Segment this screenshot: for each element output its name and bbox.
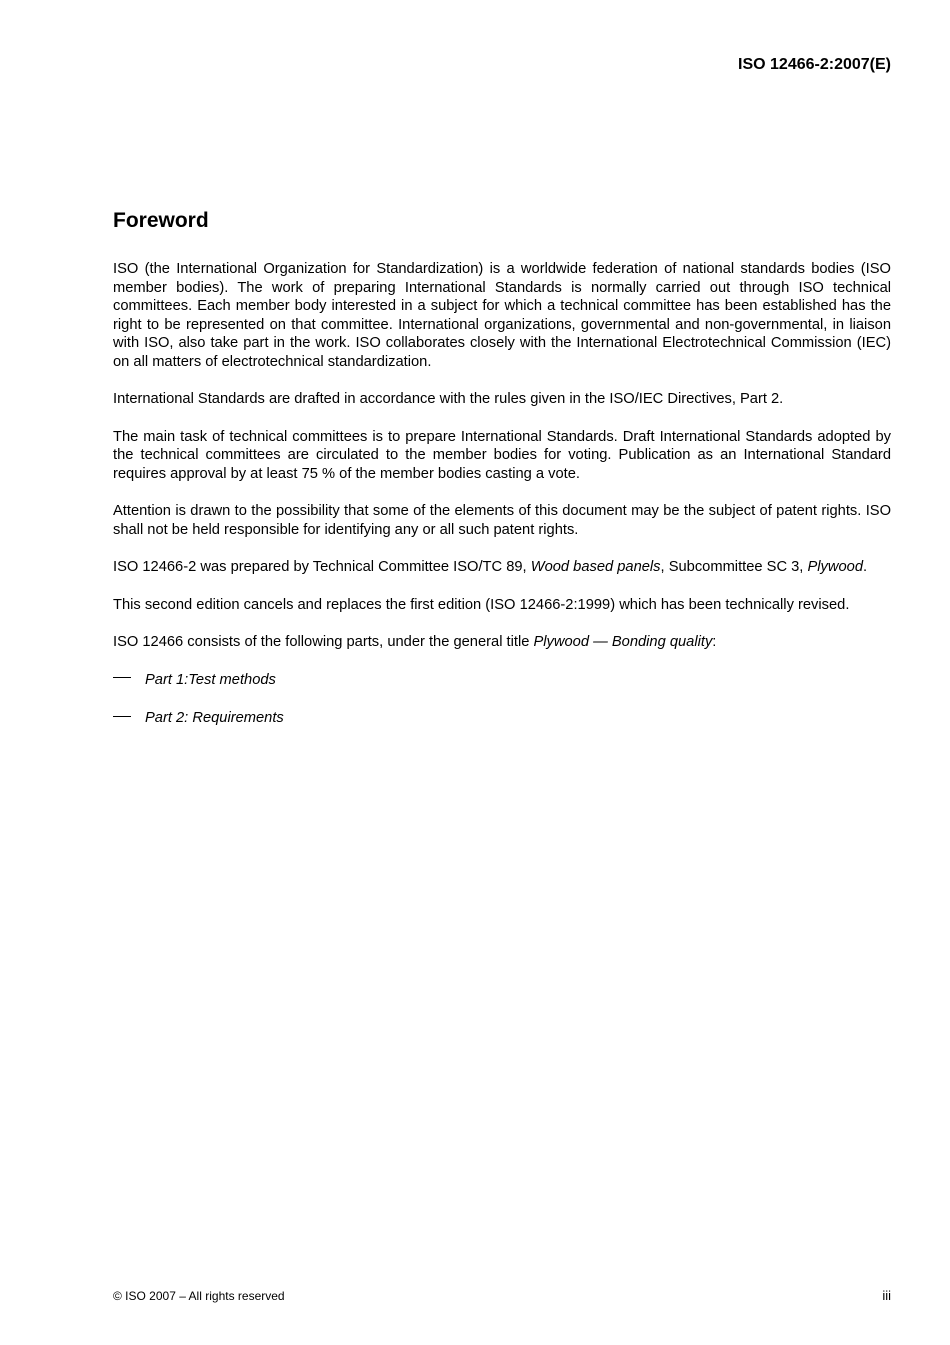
part-title: Part 2: Requirements	[145, 710, 284, 726]
paragraph-parts-intro	[113, 633, 891, 652]
foreword-body	[113, 260, 891, 748]
subcommittee-name: Plywood	[807, 559, 863, 575]
prepared-by-end: .	[862, 559, 868, 575]
committee-name: Wood based panels	[530, 559, 661, 575]
paragraph-iso-intro: ISO (the International Organization for Standardization) is a worldwide federation of national standards bodies (ISO member bodies). The work of preparing International Standards is normally carried out through ISO technical committees. Each member body interested in a subject for which a technical committee has been established has the right to be represented on that committee. International organizations, governmental and non-governmental, in liaison with ISO, also take part in the work. ISO collaborates closely with the International Electrotechnical Commission (IEC) on all matters of electrotechnical standardization.	[113, 261, 891, 370]
paragraph-committee-task: The main task of technical committees is to prepare International Standards. Draft International Standards adopted by the technical committees are circulated to the member bodies for voting. Publication as an International Standard requires approval by at least 75 % of the member bodies casting a vote.	[113, 428, 891, 482]
paragraph-edition: This second edition cancels and replaces the first edition (ISO 12466-2:1999) which has been technically revised.	[113, 596, 850, 613]
list-item	[113, 671, 891, 690]
footer-copyright: © ISO 2007 – All rights reserved	[113, 1289, 285, 1303]
list-item	[113, 709, 891, 728]
part-title: Part 1:Test methods	[145, 671, 276, 688]
parts-intro-end: :	[712, 634, 717, 650]
prepared-by-middle: , Subcommittee SC 3,	[660, 559, 808, 575]
paragraph-patent-rights: Attention is drawn to the possibility that some of the elements of this document may be the subject of patent rights. ISO shall not be held responsible for identifying any or all such patent rights.	[113, 503, 891, 538]
page-number: iii	[882, 1288, 891, 1303]
prepared-by-text: ISO 12466-2 was prepared by Technical Committee ISO/TC 89,	[113, 559, 531, 575]
paragraph-prepared-by	[113, 558, 891, 577]
paragraph-directives: International Standards are drafted in accordance with the rules given in the ISO/IEC Directives, Part 2.	[113, 391, 784, 407]
document-identifier: ISO 12466-2:2007(E)	[738, 56, 891, 73]
dash-bullet-icon	[113, 709, 145, 728]
dash-bullet-icon	[113, 671, 145, 690]
section-title: Foreword	[113, 209, 209, 232]
parts-intro-text: ISO 12466 consists of the following parts, under the general title	[113, 634, 534, 650]
general-title: Plywood — Bonding quality	[533, 634, 713, 650]
